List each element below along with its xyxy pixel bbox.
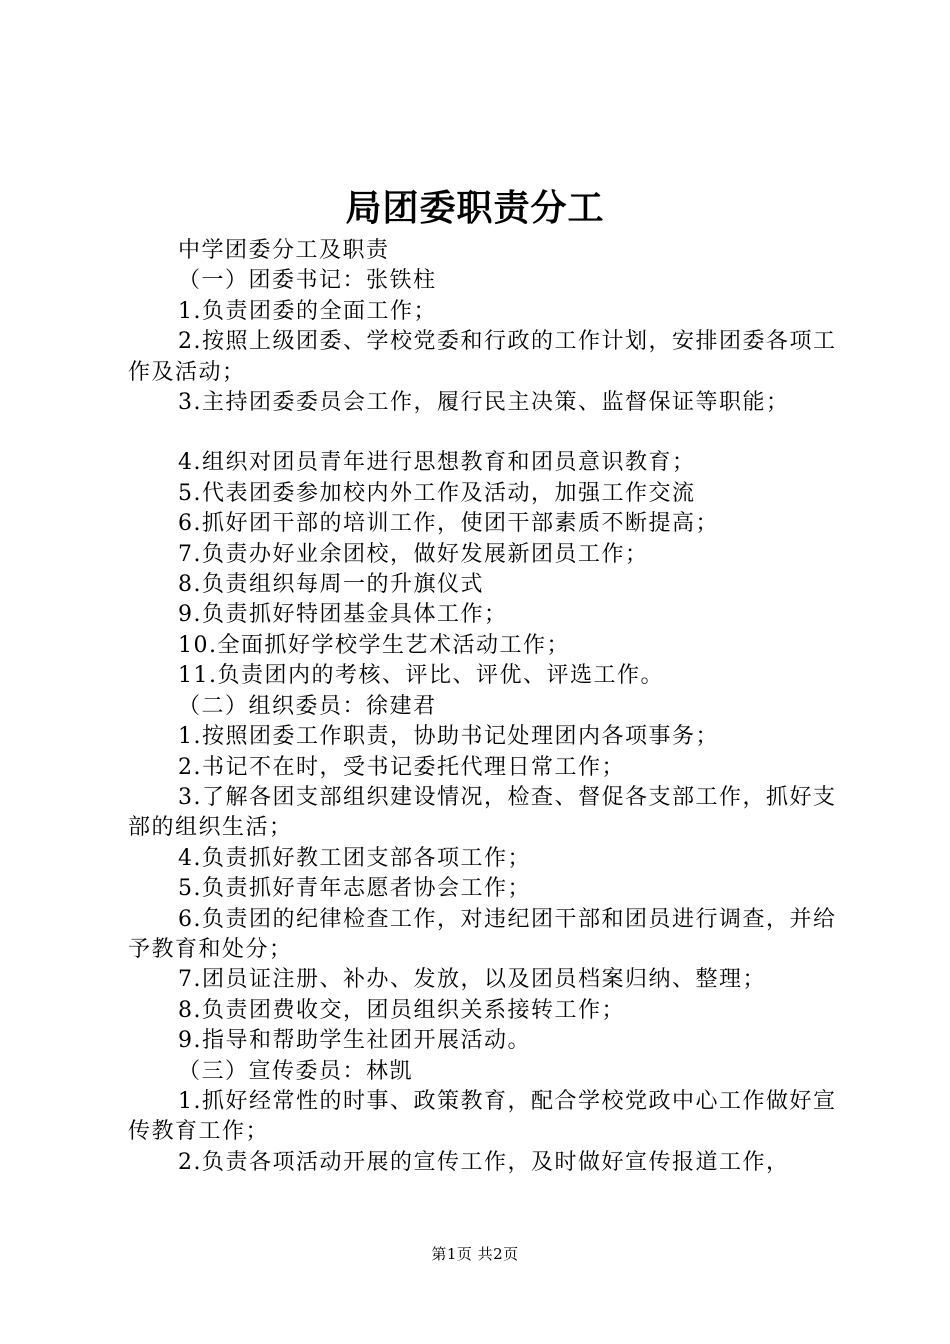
role-heading: （二）组织委员：徐建君 bbox=[178, 693, 437, 719]
document-body bbox=[128, 236, 840, 1178]
duty-item: 9.指导和帮助学生社团开展活动。 bbox=[178, 1028, 531, 1054]
duty-item: 1.抓好经常性的时事、政策教育，配合学校党政中心工作做好宣传教育工作； bbox=[128, 1088, 837, 1145]
duty-item: 6.抓好团干部的培训工作，使团干部素质不断提高； bbox=[178, 511, 719, 537]
duty-item: 7.团员证注册、补办、发放，以及团员档案归纳、整理； bbox=[178, 967, 766, 993]
document-title: 局团委职责分工 bbox=[345, 187, 605, 229]
duty-item: 7.负责办好业余团校，做好发展新团员工作； bbox=[178, 541, 649, 567]
section-heading: 中学团委分工及职责 bbox=[178, 238, 390, 263]
page-number: 第1页 共2页 bbox=[431, 1245, 519, 1263]
duty-item: 2.负责各项活动开展的宣传工作，及时做好宣传报道工作， bbox=[178, 1149, 790, 1175]
duty-item: 3.了解各团支部组织建设情况，检查、督促各支部工作，抓好支部的组织生活； bbox=[128, 784, 837, 841]
duty-item: 4.负责抓好教工团支部各项工作； bbox=[178, 845, 531, 871]
duty-item: 1.按照团委工作职责，协助书记处理团内各项事务； bbox=[178, 724, 719, 750]
duty-item: 10.全面抓好学校学生艺术活动工作； bbox=[178, 632, 570, 658]
duty-item: 8.负责团费收交，团员组织关系接转工作； bbox=[178, 997, 625, 1023]
duty-item: 2.按照上级团委、学校党委和行政的工作计划，安排团委各项工作及活动； bbox=[128, 329, 837, 385]
duty-item: 9.负责抓好特团基金具体工作； bbox=[178, 602, 508, 628]
duty-item: 5.负责抓好青年志愿者协会工作； bbox=[178, 876, 531, 902]
duty-item: 1.负责团委的全面工作； bbox=[178, 298, 437, 324]
duty-item: 8.负责组织每周一的升旗仪式 bbox=[178, 572, 484, 598]
duty-item: 3.主持团委委员会工作，履行民主决策、监督保证等职能； bbox=[178, 390, 790, 416]
duty-item: 4.组织对团员青年进行思想教育和团员意识教育； bbox=[178, 450, 696, 476]
duty-item: 5.代表团委参加校内外工作及活动，加强工作交流 bbox=[178, 480, 696, 506]
duty-item: 11.负责团内的考核、评比、评优、评选工作。 bbox=[178, 663, 664, 689]
role-heading: （三）宣传委员：林凯 bbox=[178, 1058, 414, 1084]
role-heading: （一）团委书记：张铁柱 bbox=[178, 268, 437, 294]
duty-item: 2.书记不在时，受书记委托代理日常工作； bbox=[178, 754, 625, 780]
duty-item: 6.负责团的纪律检查工作，对违纪团干部和团员进行调查，并给予教育和处分； bbox=[128, 906, 837, 962]
